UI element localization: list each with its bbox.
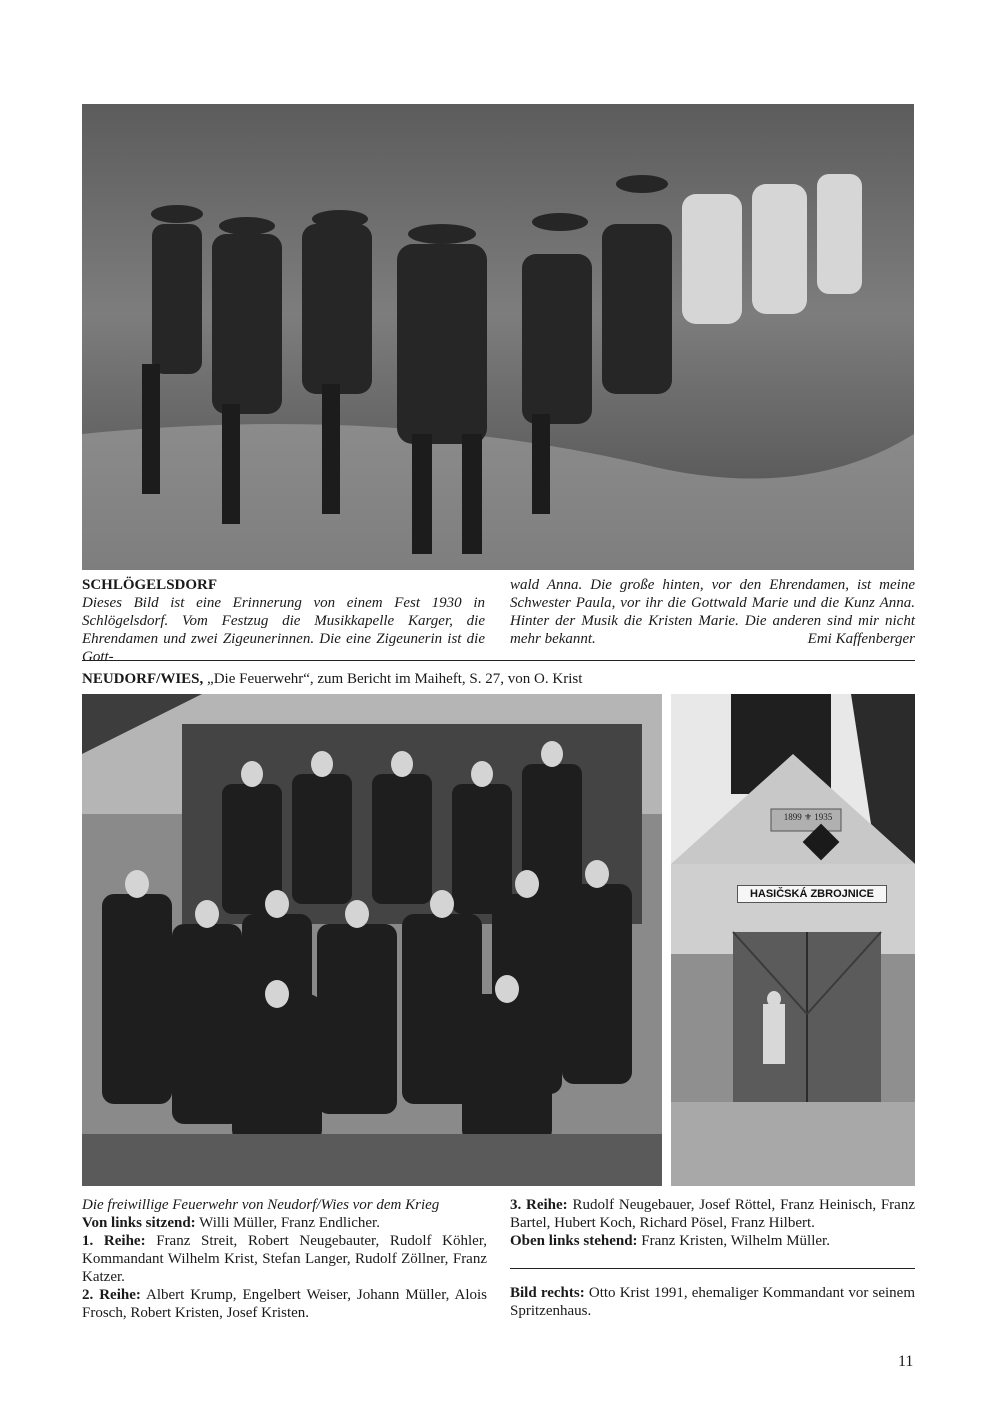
caption-row-sitting: [82, 1214, 487, 1232]
fire-brigade-group-photo: [82, 694, 662, 1186]
schloegelsdorf-caption-left: [82, 576, 485, 666]
caption-row-label: Von links sitzend:: [82, 1215, 196, 1231]
caption-row-label: 2. Reihe:: [82, 1287, 141, 1303]
section-divider: [82, 660, 915, 661]
bild-rechts-text: Otto Krist 1991, ehemaliger Kommandant vor seinem Spritzenhaus.: [510, 1285, 915, 1319]
neudorf-heading: [82, 670, 915, 688]
bild-rechts-label: Bild rechts:: [510, 1285, 585, 1301]
festival-procession-photo: [82, 104, 914, 570]
schloegelsdorf-caption-text-1: Dieses Bild ist eine Erinnerung von einem Fest 1930 in Schlögelsdorf. Vom Festzug die Musikkapelle Karger, die Ehrendamen und zwei Zigeunerinnen. Die eine Zigeunerin ist die Gott-: [82, 595, 485, 665]
caption-row-text: Rudolf Neugebauer, Josef Röttel, Franz Heinisch, Franz Bartel, Hubert Koch, Richard Pösel, Franz Hilbert.: [510, 1197, 915, 1231]
caption-row-3: [510, 1196, 915, 1232]
schloegelsdorf-caption-right: [510, 576, 915, 648]
caption-divider: [510, 1268, 915, 1269]
caption-row-text: Willi Müller, Franz Endlicher.: [195, 1215, 380, 1231]
caption-row-text: Franz Streit, Robert Neugebauter, Rudolf Köhler, Kommandant Wilhelm Krist, Stefan Langer, Rudolf Zöllner, Franz Katzer.: [82, 1233, 487, 1285]
caption-row-1: [82, 1232, 487, 1286]
fire-brigade-caption-title: Die freiwillige Feuerwehr von Neudorf/Wies vor dem Krieg: [82, 1197, 440, 1213]
bild-rechts-caption: [510, 1284, 915, 1320]
fire-station-date-plaque: 1899 ⚜ 1935: [783, 812, 833, 822]
caption-row-label: 1. Reihe:: [82, 1233, 146, 1249]
caption-row-standing: [510, 1232, 915, 1250]
fire-brigade-caption-left: [82, 1196, 487, 1322]
caption-row-label: 3. Reihe:: [510, 1197, 568, 1213]
caption-row-2: [82, 1286, 487, 1322]
schloegelsdorf-author: Emi Kaffenberger: [807, 631, 915, 647]
caption-row-text: Franz Kristen, Wilhelm Müller.: [637, 1233, 830, 1249]
schloegelsdorf-heading: SCHLÖGELSDORF: [82, 577, 218, 593]
neudorf-heading-rest: „Die Feuerwehr“, zum Bericht im Maiheft, S. 27, von O. Krist: [203, 671, 583, 687]
fire-station-sign: HASIČSKÁ ZBROJNICE: [737, 885, 887, 903]
page-number: 11: [898, 1353, 914, 1370]
fire-station-photo: [671, 694, 915, 1186]
schloegelsdorf-caption-text-2: wald Anna. Die große hinten, vor den Ehrendamen, ist meine Schwester Paula, vor ihr die Gottwald Marie und die Kunz Anna. Hinter der Musik die Kristen Marie. Die anderen sind mir nicht mehr bekannt.: [510, 577, 915, 647]
caption-row-text: Albert Krump, Engelbert Weiser, Johann Müller, Alois Frosch, Robert Kristen, Josef Kristen.: [82, 1287, 487, 1321]
fire-brigade-caption-right: [510, 1196, 915, 1250]
caption-row-label: Oben links stehend:: [510, 1233, 638, 1249]
neudorf-heading-bold: NEUDORF/WIES,: [82, 671, 204, 687]
